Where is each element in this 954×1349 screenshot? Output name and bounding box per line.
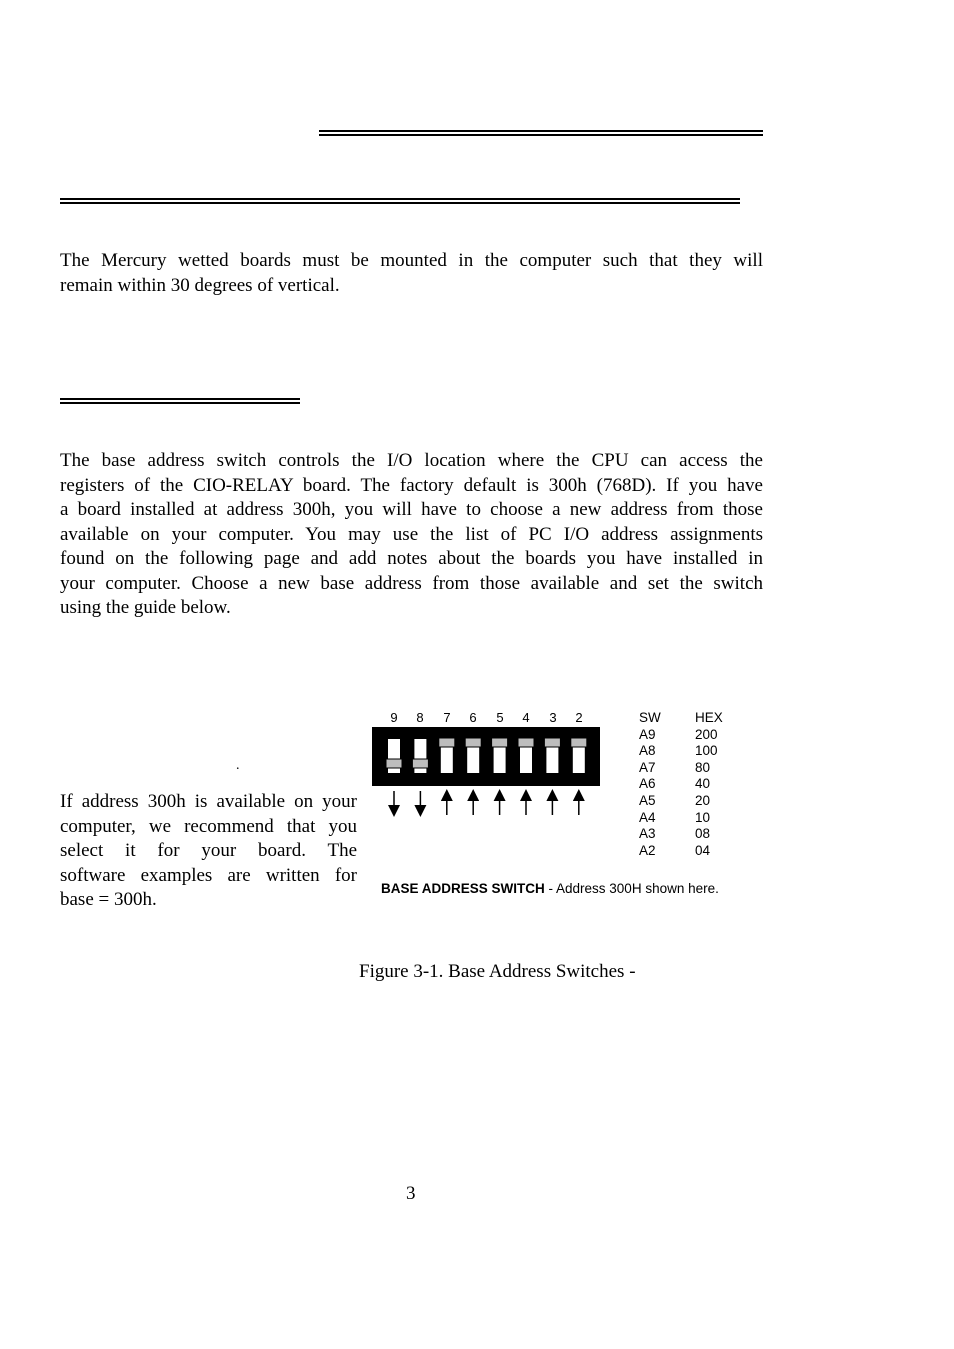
paragraph-line: software examples are written for [60, 864, 357, 886]
switch-actuator [518, 738, 534, 747]
table-cell-sw: A3 [639, 826, 656, 842]
paragraph-line: The Mercury wetted boards must be mounted in the computer such that they will [60, 250, 763, 271]
switch-number: 7 [443, 710, 451, 725]
switch-number: 8 [416, 710, 424, 725]
switch-actuator [439, 738, 455, 747]
section-rule-base-address [60, 398, 300, 404]
figure-caption: Figure 3-1. Base Address Switches - [359, 961, 636, 982]
table-cell-hex: 40 [695, 776, 711, 792]
table-cell-sw: A4 [639, 809, 656, 825]
table-header-hex: HEX [695, 710, 723, 725]
table-header-sw: SW [639, 710, 661, 725]
paragraph-line: available on your computer. You may use the list of PC I/O address assignments [60, 523, 763, 545]
paragraph-line: your computer. Choose a new base address from those available and set the switch [60, 572, 763, 594]
side-note-paragraph [60, 790, 357, 913]
title-rule [319, 130, 763, 136]
section-rule-mounting [60, 198, 740, 204]
switch-actuator [386, 759, 402, 768]
switch-body [372, 727, 600, 786]
table-cell-sw: A5 [639, 792, 656, 808]
paragraph-line: base = 300h. [60, 889, 157, 910]
mounting-paragraph [60, 249, 763, 298]
switch-caption [381, 881, 719, 896]
paragraph-line: The base address switch controls the I/O location where the CPU can access the [60, 450, 763, 471]
paragraph-line: If address 300h is available on your [60, 791, 357, 812]
dip-switch-diagram [370, 725, 610, 825]
switch-actuator [412, 759, 428, 768]
table-cell-hex: 80 [695, 759, 711, 775]
paragraph-line: registers of the CIO-RELAY board. The factory default is 300h (768D). If you have [60, 474, 763, 496]
switch-number: 4 [522, 710, 530, 725]
switch-number: 6 [469, 710, 477, 725]
table-cell-hex: 04 [695, 842, 711, 858]
switch-number: 5 [496, 710, 504, 725]
table-cell-sw: A9 [639, 726, 656, 742]
paragraph-line: remain within 30 degrees of vertical. [60, 274, 340, 296]
switch-actuator [492, 738, 508, 747]
paragraph-line: found on the following page and add notes about the boards you have installed in [60, 548, 763, 569]
table-cell-hex: 200 [695, 726, 718, 742]
switch-actuator [465, 738, 481, 747]
paragraph-line: select it for your board. The [60, 840, 357, 861]
table-cell-hex: 20 [695, 792, 711, 808]
switch-actuator [544, 738, 560, 747]
stray-dot: . [236, 758, 240, 773]
paragraph-line: a board installed at address 300h, you will have to choose a new address from those [60, 499, 763, 520]
page-number: 3 [406, 1183, 416, 1204]
paragraph-line: computer, we recommend that you [60, 815, 357, 837]
table-cell-sw: A8 [639, 743, 656, 759]
table-cell-hex: 10 [695, 809, 711, 825]
switch-caption-detail: - Address 300H shown here. [544, 881, 719, 896]
switch-number: 3 [549, 710, 557, 725]
table-cell-sw: A2 [639, 842, 656, 858]
switch-number: 2 [575, 710, 583, 725]
table-cell-sw: A7 [639, 759, 656, 775]
switch-caption-title: BASE ADDRESS SWITCH [381, 881, 545, 896]
switch-actuator [571, 738, 587, 747]
table-cell-hex: 100 [695, 743, 718, 759]
paragraph-line: using the guide below. [60, 597, 231, 618]
switch-number: 9 [390, 710, 398, 725]
table-cell-hex: 08 [695, 826, 711, 842]
base-address-paragraph [60, 449, 763, 621]
table-cell-sw: A6 [639, 776, 656, 792]
